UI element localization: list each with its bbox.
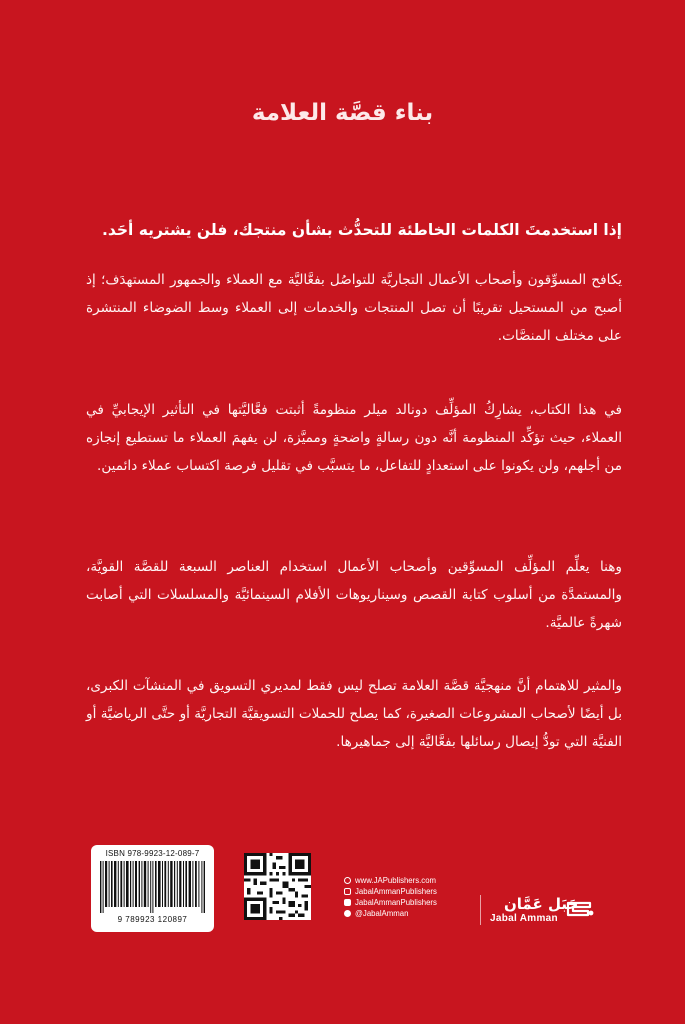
twitter-icon bbox=[344, 910, 351, 917]
contact-instagram[interactable] bbox=[344, 886, 474, 897]
twitter-handle: @JabalAmman bbox=[355, 909, 409, 918]
description-paragraph-3: وهنا يعلِّم المؤلِّف المسوِّقين وأصحاب الأعمال استخدام العناصر السبعة للقصَّة القويَّة، والمستمدَّة من أسلوب كتابة القصص وسيناريوهات الأفلام السينمائيَّة والمسلسلات التي أصابت شهرةً عالميَّة. bbox=[86, 559, 622, 631]
barcode-bars bbox=[100, 861, 205, 913]
qr-code bbox=[244, 853, 311, 920]
cover-tagline: إذا استخدمتَ الكلمات الخاطئة للتحدُّث بشأن منتجك، فلن يشتريه أحَد. bbox=[102, 221, 622, 239]
logo-divider bbox=[480, 895, 487, 925]
description-paragraph-2: في هذا الكتاب، يشارِكُ المؤلِّف دونالد ميلر منظومةً أثبتت فعَّاليَّتها في التأثير الإيجابيِّ في العملاء، حيث تؤكِّد المنظومة أنَّه دون رسالةٍ واضحةٍ ومميَّزة، لن يفهمَ العملاء ما تستطيع إنجازه من أجلهم، ولن يكونوا على استعدادٍ للتفاعل، ما يتسبَّب في تقليل فرصة اكتساب عملاء دائمين. bbox=[86, 402, 622, 474]
isbn-barcode bbox=[91, 845, 214, 932]
website-link-text: www.JAPublishers.com bbox=[355, 876, 437, 885]
publisher-mark-icon bbox=[564, 899, 596, 921]
cover-title: بناء قصَّة العلامة bbox=[251, 100, 434, 126]
facebook-handle: JabalAmmanPublishers bbox=[355, 898, 437, 907]
logo-english-name: Jabal Amman bbox=[490, 913, 558, 924]
contact-twitter[interactable] bbox=[344, 908, 474, 919]
contact-website[interactable] bbox=[344, 875, 474, 886]
facebook-icon bbox=[344, 899, 351, 906]
isbn-label: ISBN 978-9923-12-089-7 bbox=[105, 849, 200, 858]
logo-arabic-name: جَبَل عَمَّان bbox=[504, 895, 579, 913]
barcode-digits: 9 789923 120897 bbox=[117, 915, 188, 924]
description-paragraph-4: والمثير للاهتمام أنَّ منهجيَّة قصَّة العلامة تصلح ليس فقط لمديري التسويق في المنشآت الكبرى، بل أيضًا لأصحاب المشروعات الصغيرة، كما يصلح للحملات التسويقيَّة التجاريَّة أو حتَّى الرياضيَّة أو الفنيَّة التي تودُّ إيصال رسائلها بفعَّاليَّة إلى جماهيرها. bbox=[86, 678, 622, 750]
publisher-logo bbox=[480, 893, 600, 933]
description-paragraph-1: يكافح المسوِّقون وأصحاب الأعمال التجاريَّة للتواصُل بفعَّاليَّة مع العملاء والجمهور المستهدَف؛ إذ أصبح من المستحيل تقريبًا أن تصل المنتجات والخدمات إلى العملاء وسط الضوضاء المنتشرة على مختلف المنصَّات. bbox=[86, 272, 622, 344]
globe-icon bbox=[344, 877, 351, 884]
contact-facebook[interactable] bbox=[344, 897, 474, 908]
instagram-handle: JabalAmmanPublishers bbox=[355, 887, 437, 896]
publisher-contacts bbox=[344, 875, 474, 919]
instagram-icon bbox=[344, 888, 351, 895]
